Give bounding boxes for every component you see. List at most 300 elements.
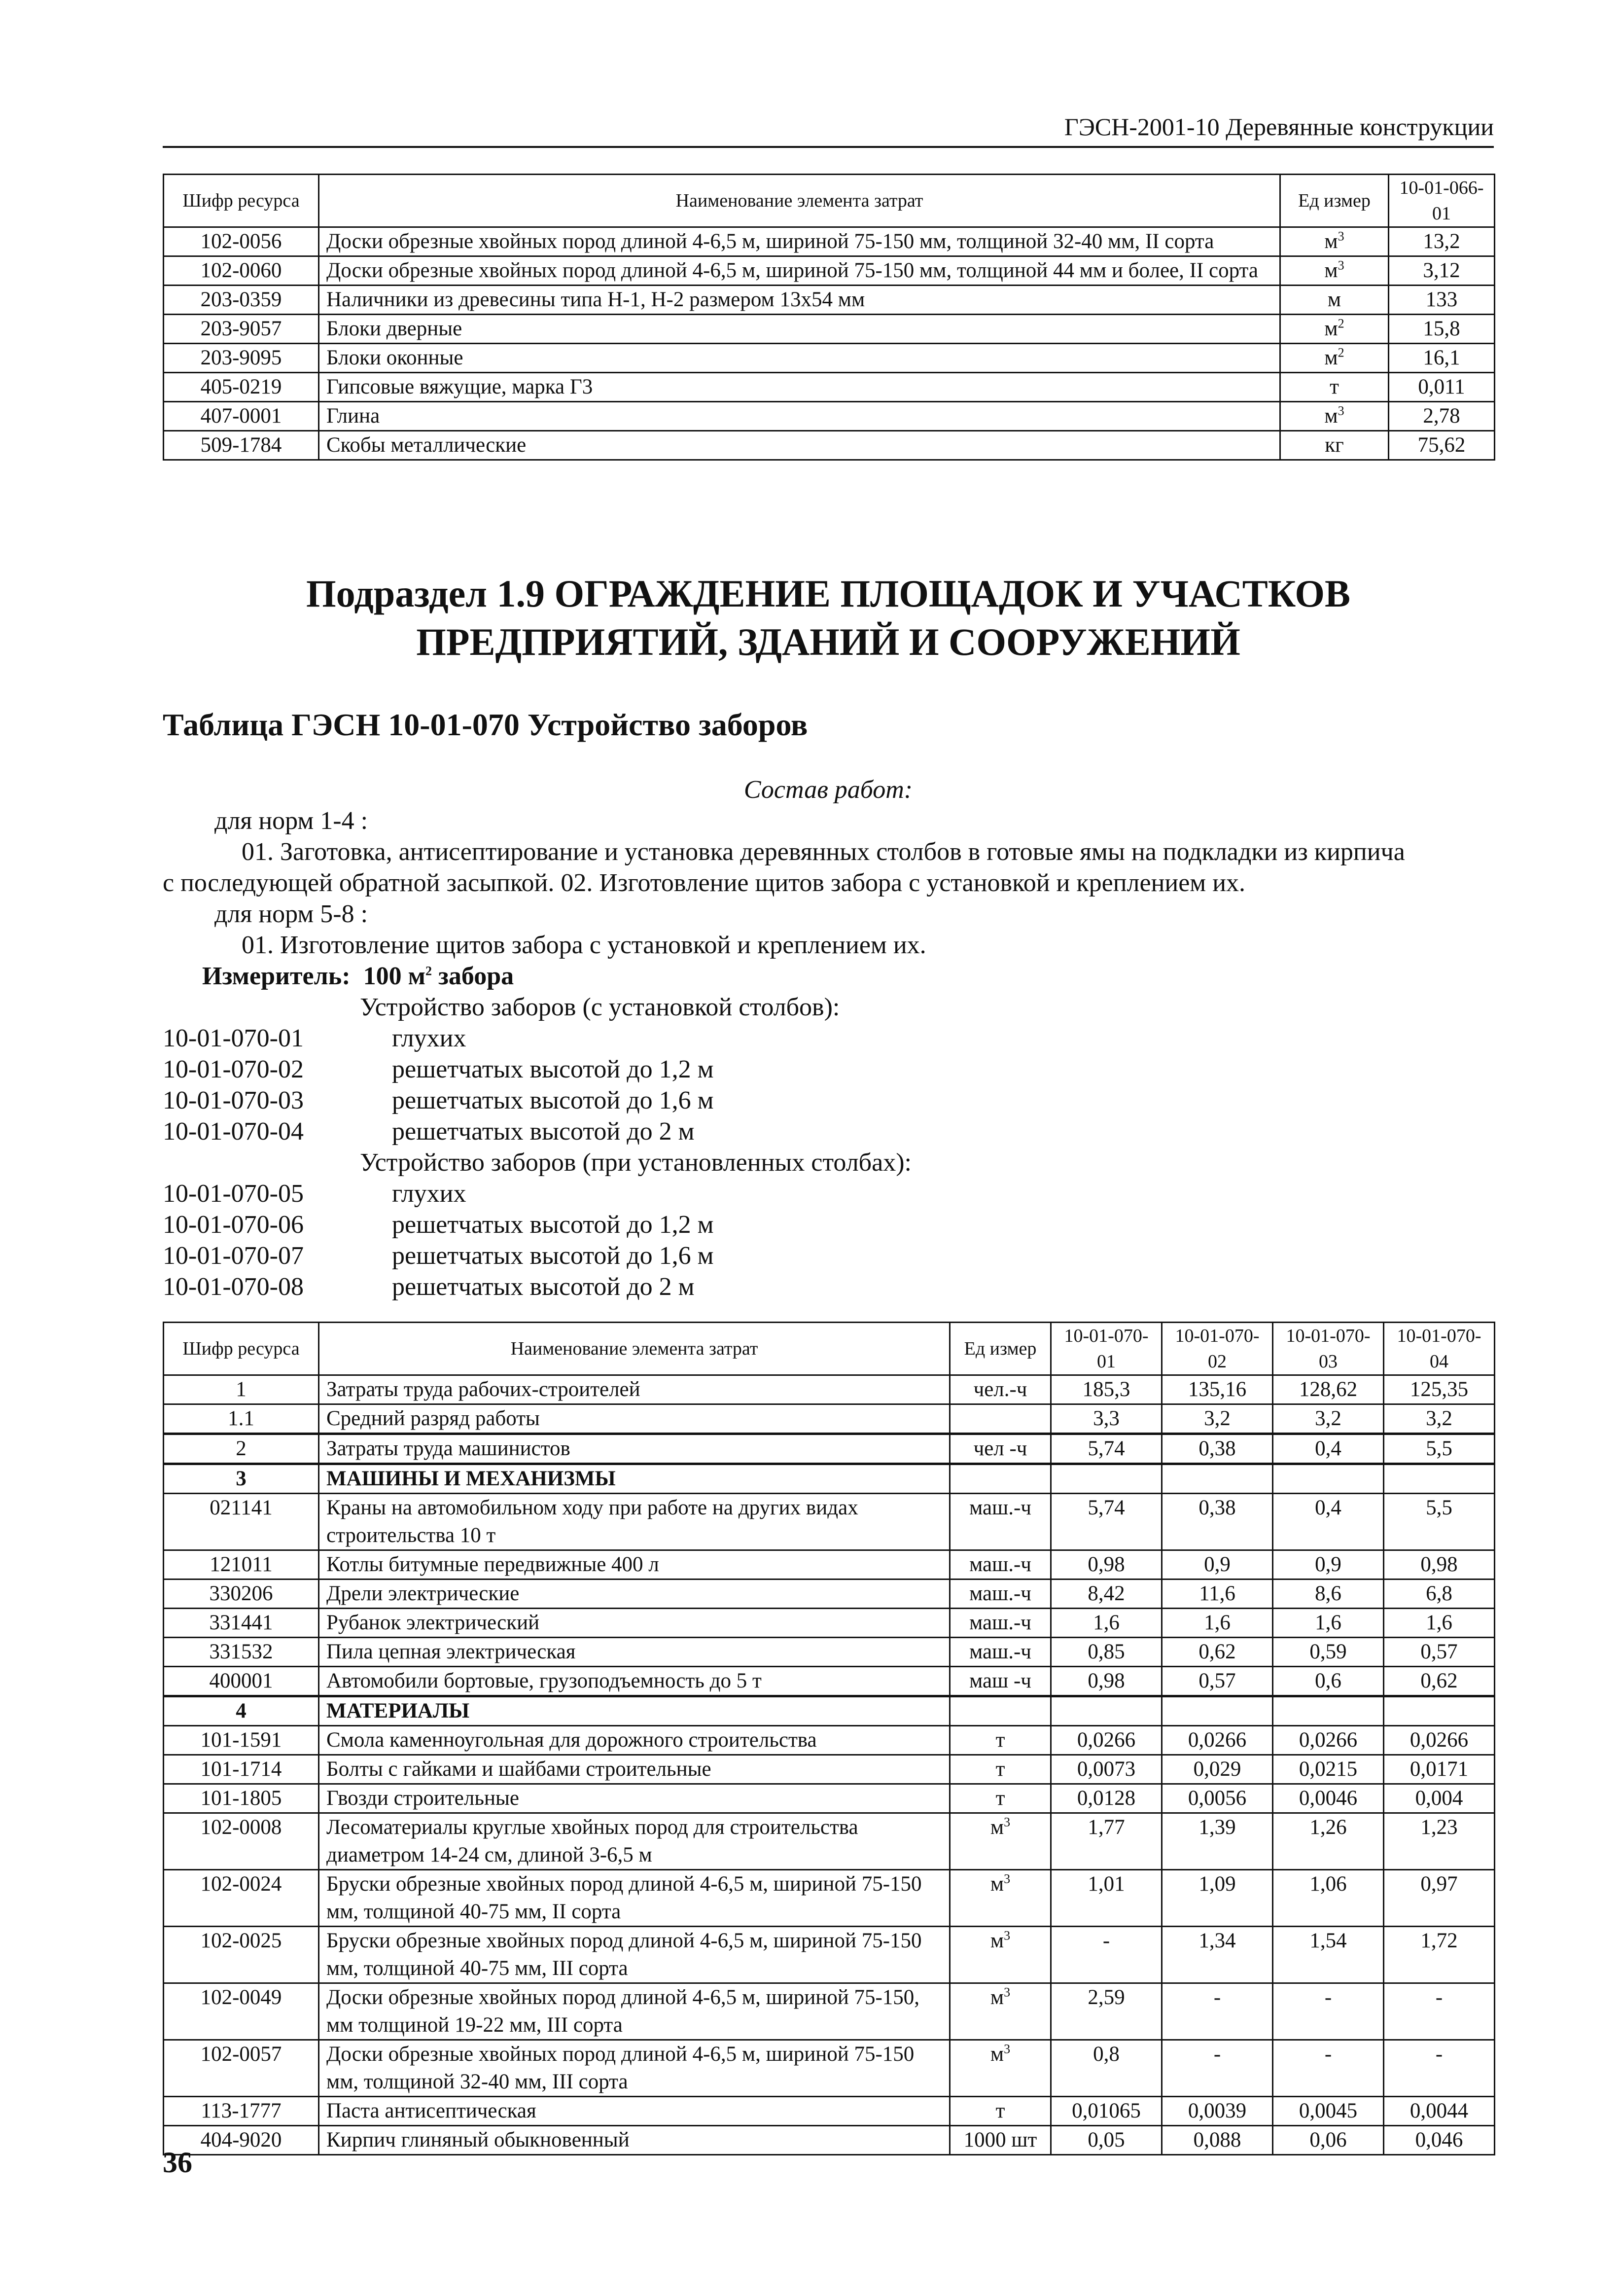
norm-value: 0,57 [1162, 1667, 1273, 1696]
norm-value [1273, 1464, 1384, 1494]
table-row [164, 1983, 1495, 2040]
resource-value: 133 [1389, 286, 1495, 315]
norm-code: 10-01-070-06 [163, 1211, 304, 1239]
resource-code: 102-0025 [164, 1927, 319, 1983]
resource-value: 0,011 [1389, 373, 1495, 402]
resource-value: 3,12 [1389, 256, 1495, 286]
unit-text: м [990, 1872, 1004, 1896]
section-row [164, 1696, 1495, 1726]
norm-value: 0,85 [1051, 1638, 1162, 1667]
table-row [164, 1726, 1495, 1755]
norm-value: 0,57 [1384, 1638, 1495, 1667]
resource-name: Затраты труда рабочих-строителей [319, 1375, 950, 1404]
norm-value: - [1384, 1983, 1495, 2040]
resource-code: 404-9020 [164, 2126, 319, 2155]
work-heading: Состав работ: [743, 776, 913, 804]
measure-line [163, 961, 1494, 992]
table-row [164, 256, 1495, 286]
norm-value: 0,004 [1384, 1784, 1495, 1813]
col-header: 10-01-070-02 [1162, 1323, 1273, 1375]
resource-name: Краны на автомобильном ходу при работе на других видах строительства 10 т [319, 1494, 950, 1550]
resource-code: 101-1805 [164, 1784, 319, 1813]
col-header: Шифр ресурса [164, 175, 319, 227]
page-number: 36 [163, 2146, 192, 2179]
resource-code: 405-0219 [164, 373, 319, 402]
norm-row [163, 1240, 1494, 1271]
norm-value: 0,8 [1051, 2040, 1162, 2097]
measure-sup: 2 [425, 964, 432, 978]
unit-text: чел.-ч [973, 1378, 1027, 1401]
col-header: 10-01-070-04 [1384, 1323, 1495, 1375]
col-header: 10-01-070-03 [1273, 1323, 1384, 1375]
norm-value: 0,06 [1273, 2126, 1384, 2155]
unit-text: т [995, 1728, 1005, 1752]
resource-unit [950, 1579, 1051, 1609]
resource-code: 101-1714 [164, 1755, 319, 1784]
table-row [164, 344, 1495, 373]
table-row [164, 2126, 1495, 2155]
norm-value: 0,046 [1384, 2126, 1495, 2155]
norm-code: 10-01-070-03 [163, 1086, 304, 1114]
norm-row [163, 1085, 1494, 1116]
table-row [164, 1667, 1495, 1696]
resource-code: 102-0060 [164, 256, 319, 286]
table-row [164, 1755, 1495, 1784]
work-step: с последующей обратной засыпкой. 02. Изготовление щитов забора с установкой и креплением их. [163, 869, 1246, 897]
norm-value: 0,0073 [1051, 1755, 1162, 1784]
unit-text: кг [1325, 433, 1344, 457]
resource-code: 407-0001 [164, 402, 319, 431]
norm-value: - [1273, 2040, 1384, 2097]
resource-code: 101-1591 [164, 1726, 319, 1755]
resource-name: Доски обрезные хвойных пород длиной 4-6,5 м, шириной 75-150, мм толщиной 19-22 мм, III сорта [319, 1983, 950, 2040]
unit-power: 3 [1004, 1928, 1011, 1943]
table-row [164, 402, 1495, 431]
resource-code: 330206 [164, 1579, 319, 1609]
norm-value: 0,0045 [1273, 2097, 1384, 2126]
norm-value: 0,0171 [1384, 1755, 1495, 1784]
table-row [164, 2040, 1495, 2097]
resource-name: Затраты труда машинистов [319, 1434, 950, 1464]
norm-group-heading: Устройство заборов (при установленных столбах): [360, 1148, 912, 1177]
resource-unit [950, 1375, 1051, 1404]
norm-value: 125,35 [1384, 1375, 1495, 1404]
norm-value: 0,0266 [1162, 1726, 1273, 1755]
unit-text: т [1330, 375, 1339, 398]
resource-value: 2,78 [1389, 402, 1495, 431]
resource-code: 331532 [164, 1638, 319, 1667]
norm-value: 0,38 [1162, 1494, 1273, 1550]
resource-unit [1280, 344, 1389, 373]
resource-unit [950, 2040, 1051, 2097]
norm-value: 0,0266 [1384, 1726, 1495, 1755]
resource-name: Скобы металлические [319, 431, 1280, 460]
norm-value: 11,6 [1162, 1579, 1273, 1609]
resource-table-070 [163, 1322, 1495, 2155]
resource-unit [1280, 256, 1389, 286]
resource-name: Бруски обрезные хвойных пород длиной 4-6,5 м, шириной 75-150 мм, толщиной 40-75 мм, II сорта [319, 1870, 950, 1927]
resource-unit [950, 2126, 1051, 2155]
table-header-row [164, 1323, 1495, 1375]
norm-value: - [1273, 1983, 1384, 2040]
norm-name: глухих [392, 1024, 466, 1052]
norm-value: 0,0128 [1051, 1784, 1162, 1813]
resource-unit [1280, 286, 1389, 315]
unit-text: м [1324, 230, 1338, 253]
norm-code: 10-01-070-04 [163, 1117, 304, 1146]
resource-unit [950, 1870, 1051, 1927]
norm-value: 0,0046 [1273, 1784, 1384, 1813]
norm-value: 3,2 [1162, 1404, 1273, 1434]
resource-unit [950, 1813, 1051, 1870]
norm-value: 1,77 [1051, 1813, 1162, 1870]
resource-code: 3 [164, 1464, 319, 1494]
norm-value: 1,01 [1051, 1870, 1162, 1927]
norm-value: 0,59 [1273, 1638, 1384, 1667]
resource-name: Котлы битумные передвижные 400 л [319, 1550, 950, 1579]
norm-code: 10-01-070-01 [163, 1024, 304, 1052]
norm-value: 1,34 [1162, 1927, 1273, 1983]
norm-value: 0,98 [1384, 1550, 1495, 1579]
subsection-title [163, 570, 1494, 666]
unit-power: 3 [1004, 2042, 1011, 2056]
norm-value: 5,5 [1384, 1434, 1495, 1464]
norm-value: 0,088 [1162, 2126, 1273, 2155]
norm-value [1162, 1464, 1273, 1494]
norm-value: - [1162, 2040, 1273, 2097]
resource-name: Наличники из древесины типа Н-1, Н-2 размером 13х54 мм [319, 286, 1280, 315]
resource-unit [950, 1696, 1051, 1726]
unit-text: т [995, 1758, 1005, 1781]
resource-unit [1280, 373, 1389, 402]
resource-unit [950, 1464, 1051, 1494]
norm-value: 8,6 [1273, 1579, 1384, 1609]
norm-value: 1,72 [1384, 1927, 1495, 1983]
resource-unit [950, 1755, 1051, 1784]
norm-value [1384, 1696, 1495, 1726]
unit-text: т [995, 2099, 1005, 2122]
table-row [164, 431, 1495, 460]
unit-text: маш.-ч [969, 1582, 1031, 1605]
col-header: Ед измер [1280, 175, 1389, 227]
norm-code: 10-01-070-05 [163, 1180, 304, 1208]
norm-value: 1,39 [1162, 1813, 1273, 1870]
unit-text: маш.-ч [969, 1611, 1031, 1634]
table-row [164, 1609, 1495, 1638]
resource-name: Бруски обрезные хвойных пород длиной 4-6,5 м, шириной 75-150 мм, толщиной 40-75 мм, III сорта [319, 1927, 950, 1983]
unit-text: м [1324, 346, 1338, 369]
norm-value: - [1384, 2040, 1495, 2097]
norm-value: 128,62 [1273, 1375, 1384, 1404]
norm-name: решетчатых высотой до 2 м [392, 1273, 695, 1301]
resource-unit [950, 2097, 1051, 2126]
norm-value [1051, 1696, 1162, 1726]
norm-value: 5,74 [1051, 1494, 1162, 1550]
norm-value: 0,9 [1273, 1550, 1384, 1579]
col-header: 10-01-070-01 [1051, 1323, 1162, 1375]
table-row [164, 1927, 1495, 1983]
resource-value: 16,1 [1389, 344, 1495, 373]
resource-unit [950, 1638, 1051, 1667]
norm-value: 0,4 [1273, 1494, 1384, 1550]
table-row [164, 1434, 1495, 1464]
unit-text: м [1324, 259, 1338, 282]
norm-value: 1,54 [1273, 1927, 1384, 1983]
norm-value: 6,8 [1384, 1579, 1495, 1609]
norm-value [1384, 1464, 1495, 1494]
running-header [163, 109, 1494, 148]
norm-value: 1,6 [1384, 1609, 1495, 1638]
resource-table-066 [163, 174, 1495, 461]
table-row [164, 373, 1495, 402]
norm-row [163, 1116, 1494, 1147]
subsection-line: Подраздел 1.9 ОГРАЖДЕНИЕ ПЛОЩАДОК И УЧАСТКОВ [306, 572, 1351, 615]
unit-text: м [1324, 317, 1338, 340]
resource-unit [1280, 402, 1389, 431]
resource-code: 102-0024 [164, 1870, 319, 1927]
unit-text: маш.-ч [969, 1496, 1031, 1519]
norm-name: решетчатых высотой до 2 м [392, 1117, 695, 1146]
resource-value: 75,62 [1389, 431, 1495, 460]
resource-code: 113-1777 [164, 2097, 319, 2126]
norm-value [1273, 1696, 1384, 1726]
unit-power: 3 [1338, 229, 1344, 244]
norm-value: 8,42 [1051, 1579, 1162, 1609]
table-row [164, 1870, 1495, 1927]
norm-value: 0,0266 [1051, 1726, 1162, 1755]
unit-text: м [1327, 288, 1341, 311]
resource-value: 13,2 [1389, 227, 1495, 256]
norm-value: 1,26 [1273, 1813, 1384, 1870]
norm-group-heading: Устройство заборов (с установкой столбов): [360, 993, 840, 1021]
running-header-title: ГЭСН-2001-10 Деревянные конструкции [1064, 113, 1494, 141]
norm-code: 10-01-070-07 [163, 1242, 304, 1270]
norm-value: 1,6 [1273, 1609, 1384, 1638]
resource-name: Блоки оконные [319, 344, 1280, 373]
measure-suffix: забора [438, 962, 514, 990]
norm-value: 0,0266 [1273, 1726, 1384, 1755]
table-row [164, 1813, 1495, 1870]
resource-unit [950, 1550, 1051, 1579]
resource-code: 102-0049 [164, 1983, 319, 2040]
unit-text: т [995, 1787, 1005, 1810]
norm-value: 0,98 [1051, 1667, 1162, 1696]
norm-value: 1,09 [1162, 1870, 1273, 1927]
resource-name: МАШИНЫ И МЕХАНИЗМЫ [319, 1464, 950, 1494]
resource-value: 15,8 [1389, 315, 1495, 344]
norm-value: 2,59 [1051, 1983, 1162, 2040]
resource-code: 121011 [164, 1550, 319, 1579]
norm-value: - [1051, 1927, 1162, 1983]
unit-text: маш.-ч [969, 1553, 1031, 1576]
resource-name: Смола каменноугольная для дорожного строительства [319, 1726, 950, 1755]
resource-code: 102-0057 [164, 2040, 319, 2097]
norm-value: 0,0056 [1162, 1784, 1273, 1813]
col-header: 10-01-066-01 [1389, 175, 1495, 227]
norm-value: 0,38 [1162, 1434, 1273, 1464]
resource-name: Болты с гайками и шайбами строительные [319, 1755, 950, 1784]
resource-code: 331441 [164, 1609, 319, 1638]
norm-value: 0,98 [1051, 1550, 1162, 1579]
table-row [164, 1404, 1495, 1434]
norm-value: 0,97 [1384, 1870, 1495, 1927]
resource-name: Глина [319, 402, 1280, 431]
norm-name: глухих [392, 1180, 466, 1208]
resource-code: 203-9057 [164, 315, 319, 344]
table-row [164, 315, 1495, 344]
norm-value: 185,3 [1051, 1375, 1162, 1404]
unit-text: м [1324, 404, 1338, 428]
resource-name: Доски обрезные хвойных пород длиной 4-6,5 м, шириной 75-150 мм, толщиной 44 мм и более, II сорта [319, 256, 1280, 286]
resource-name: Рубанок электрический [319, 1609, 950, 1638]
norm-value: 1,6 [1162, 1609, 1273, 1638]
unit-power: 3 [1338, 403, 1344, 418]
resource-name: Доски обрезные хвойных пород длиной 4-6,5 м, шириной 75-150 мм, толщиной 32-40 мм, II сорта [319, 227, 1280, 256]
unit-text: м [990, 1816, 1004, 1839]
norm-row [163, 1054, 1494, 1085]
table-row [164, 1494, 1495, 1550]
norm-value: 0,4 [1273, 1434, 1384, 1464]
norm-value: 1,06 [1273, 1870, 1384, 1927]
norm-value: 5,5 [1384, 1494, 1495, 1550]
col-header: Шифр ресурса [164, 1323, 319, 1375]
unit-text: маш.-ч [969, 1640, 1031, 1663]
norms-scope: для норм 1-4 : [214, 807, 368, 835]
norm-value: 0,6 [1273, 1667, 1384, 1696]
norm-row [163, 1271, 1494, 1302]
resource-name: МАТЕРИАЛЫ [319, 1696, 950, 1726]
resource-code: 1 [164, 1375, 319, 1404]
norm-value: 0,0044 [1384, 2097, 1495, 2126]
table-row [164, 286, 1495, 315]
table-row [164, 1579, 1495, 1609]
table-header-row [164, 175, 1495, 227]
table-row [164, 2097, 1495, 2126]
norm-value: 0,62 [1384, 1667, 1495, 1696]
norm-code: 10-01-070-02 [163, 1055, 304, 1083]
resource-unit [950, 1983, 1051, 2040]
resource-code: 203-9095 [164, 344, 319, 373]
resource-code: 021141 [164, 1494, 319, 1550]
norm-row [163, 1209, 1494, 1240]
norm-value: 135,16 [1162, 1375, 1273, 1404]
resource-unit [950, 1726, 1051, 1755]
resource-name: Дрели электрические [319, 1579, 950, 1609]
norm-value [1162, 1696, 1273, 1726]
resource-unit [950, 1434, 1051, 1464]
norm-row [163, 1023, 1494, 1054]
norm-value: 0,0215 [1273, 1755, 1384, 1784]
resource-name: Блоки дверные [319, 315, 1280, 344]
work-step: 01. Заготовка, антисептирование и установка деревянных столбов в готовые ямы на подкладки из кирпича [242, 838, 1405, 866]
work-description [163, 774, 1494, 1302]
norm-value: - [1162, 1983, 1273, 2040]
norm-value: 1,6 [1051, 1609, 1162, 1638]
resource-unit [950, 1927, 1051, 1983]
norm-value: 5,74 [1051, 1434, 1162, 1464]
norm-name: решетчатых высотой до 1,6 м [392, 1086, 714, 1114]
norms-scope: для норм 5-8 : [214, 900, 368, 928]
resource-name: Гвозди строительные [319, 1784, 950, 1813]
norm-name: решетчатых высотой до 1,6 м [392, 1242, 714, 1270]
section-row [164, 1464, 1495, 1494]
table-row [164, 1375, 1495, 1404]
unit-text: м [990, 1986, 1004, 2009]
unit-power: 2 [1338, 316, 1344, 331]
unit-text: маш -ч [969, 1669, 1031, 1692]
resource-code: 4 [164, 1696, 319, 1726]
table-row [164, 1638, 1495, 1667]
unit-text: 1000 шт [963, 2128, 1037, 2152]
norm-value: 1,23 [1384, 1813, 1495, 1870]
resource-unit [950, 1494, 1051, 1550]
resource-name: Лесоматериалы круглые хвойных пород для строительства диаметром 14-24 см, длиной 3-6,5 м [319, 1813, 950, 1870]
unit-power: 3 [1004, 1871, 1011, 1886]
resource-code: 1.1 [164, 1404, 319, 1434]
table-row [164, 1550, 1495, 1579]
norm-value: 3,2 [1384, 1404, 1495, 1434]
resource-unit [950, 1609, 1051, 1638]
resource-unit [950, 1404, 1051, 1434]
resource-name: Автомобили бортовые, грузоподъемность до 5 т [319, 1667, 950, 1696]
resource-unit [950, 1784, 1051, 1813]
resource-code: 2 [164, 1434, 319, 1464]
norm-code: 10-01-070-08 [163, 1273, 304, 1301]
unit-text: м [990, 2043, 1004, 2066]
norm-value: 0,05 [1051, 2126, 1162, 2155]
resource-name: Средний разряд работы [319, 1404, 950, 1434]
work-step: 01. Изготовление щитов забора с установкой и креплением их. [242, 931, 926, 959]
unit-power: 3 [1338, 258, 1344, 273]
resource-unit [950, 1667, 1051, 1696]
unit-text: м [990, 1929, 1004, 1952]
measure-label: Измеритель: [202, 962, 351, 990]
col-header: Наименование элемента затрат [319, 175, 1280, 227]
resource-code: 102-0056 [164, 227, 319, 256]
resource-name: Кирпич глиняный обыкновенный [319, 2126, 950, 2155]
norm-row [163, 1178, 1494, 1209]
col-header: Ед измер [950, 1323, 1051, 1375]
norm-name: решетчатых высотой до 1,2 м [392, 1055, 714, 1083]
resource-name: Доски обрезные хвойных пород длиной 4-6,5 м, шириной 75-150 мм, толщиной 32-40 мм, III сорта [319, 2040, 950, 2097]
resource-unit [1280, 431, 1389, 460]
norm-value: 3,2 [1273, 1404, 1384, 1434]
norm-name: решетчатых высотой до 1,2 м [392, 1211, 714, 1239]
resource-code: 509-1784 [164, 431, 319, 460]
unit-power: 3 [1004, 1815, 1011, 1830]
measure-value: 100 м [363, 962, 426, 990]
col-header: Наименование элемента затрат [319, 1323, 950, 1375]
norm-value: 0,01065 [1051, 2097, 1162, 2126]
resource-code: 400001 [164, 1667, 319, 1696]
norm-value: 0,9 [1162, 1550, 1273, 1579]
resource-unit [1280, 227, 1389, 256]
resource-unit [1280, 315, 1389, 344]
norm-value: 0,0039 [1162, 2097, 1273, 2126]
resource-name: Гипсовые вяжущие, марка Г3 [319, 373, 1280, 402]
table-title: Таблица ГЭСН 10-01-070 Устройство заборов [163, 707, 808, 742]
norm-value [1051, 1464, 1162, 1494]
unit-text: чел -ч [973, 1437, 1027, 1460]
table-row [164, 1784, 1495, 1813]
norm-value: 0,029 [1162, 1755, 1273, 1784]
unit-power: 3 [1004, 1985, 1011, 2000]
norm-value: 0,62 [1162, 1638, 1273, 1667]
resource-name: Паста антисептическая [319, 2097, 950, 2126]
resource-code: 102-0008 [164, 1813, 319, 1870]
resource-name: Пила цепная электрическая [319, 1638, 950, 1667]
norm-value: 3,3 [1051, 1404, 1162, 1434]
